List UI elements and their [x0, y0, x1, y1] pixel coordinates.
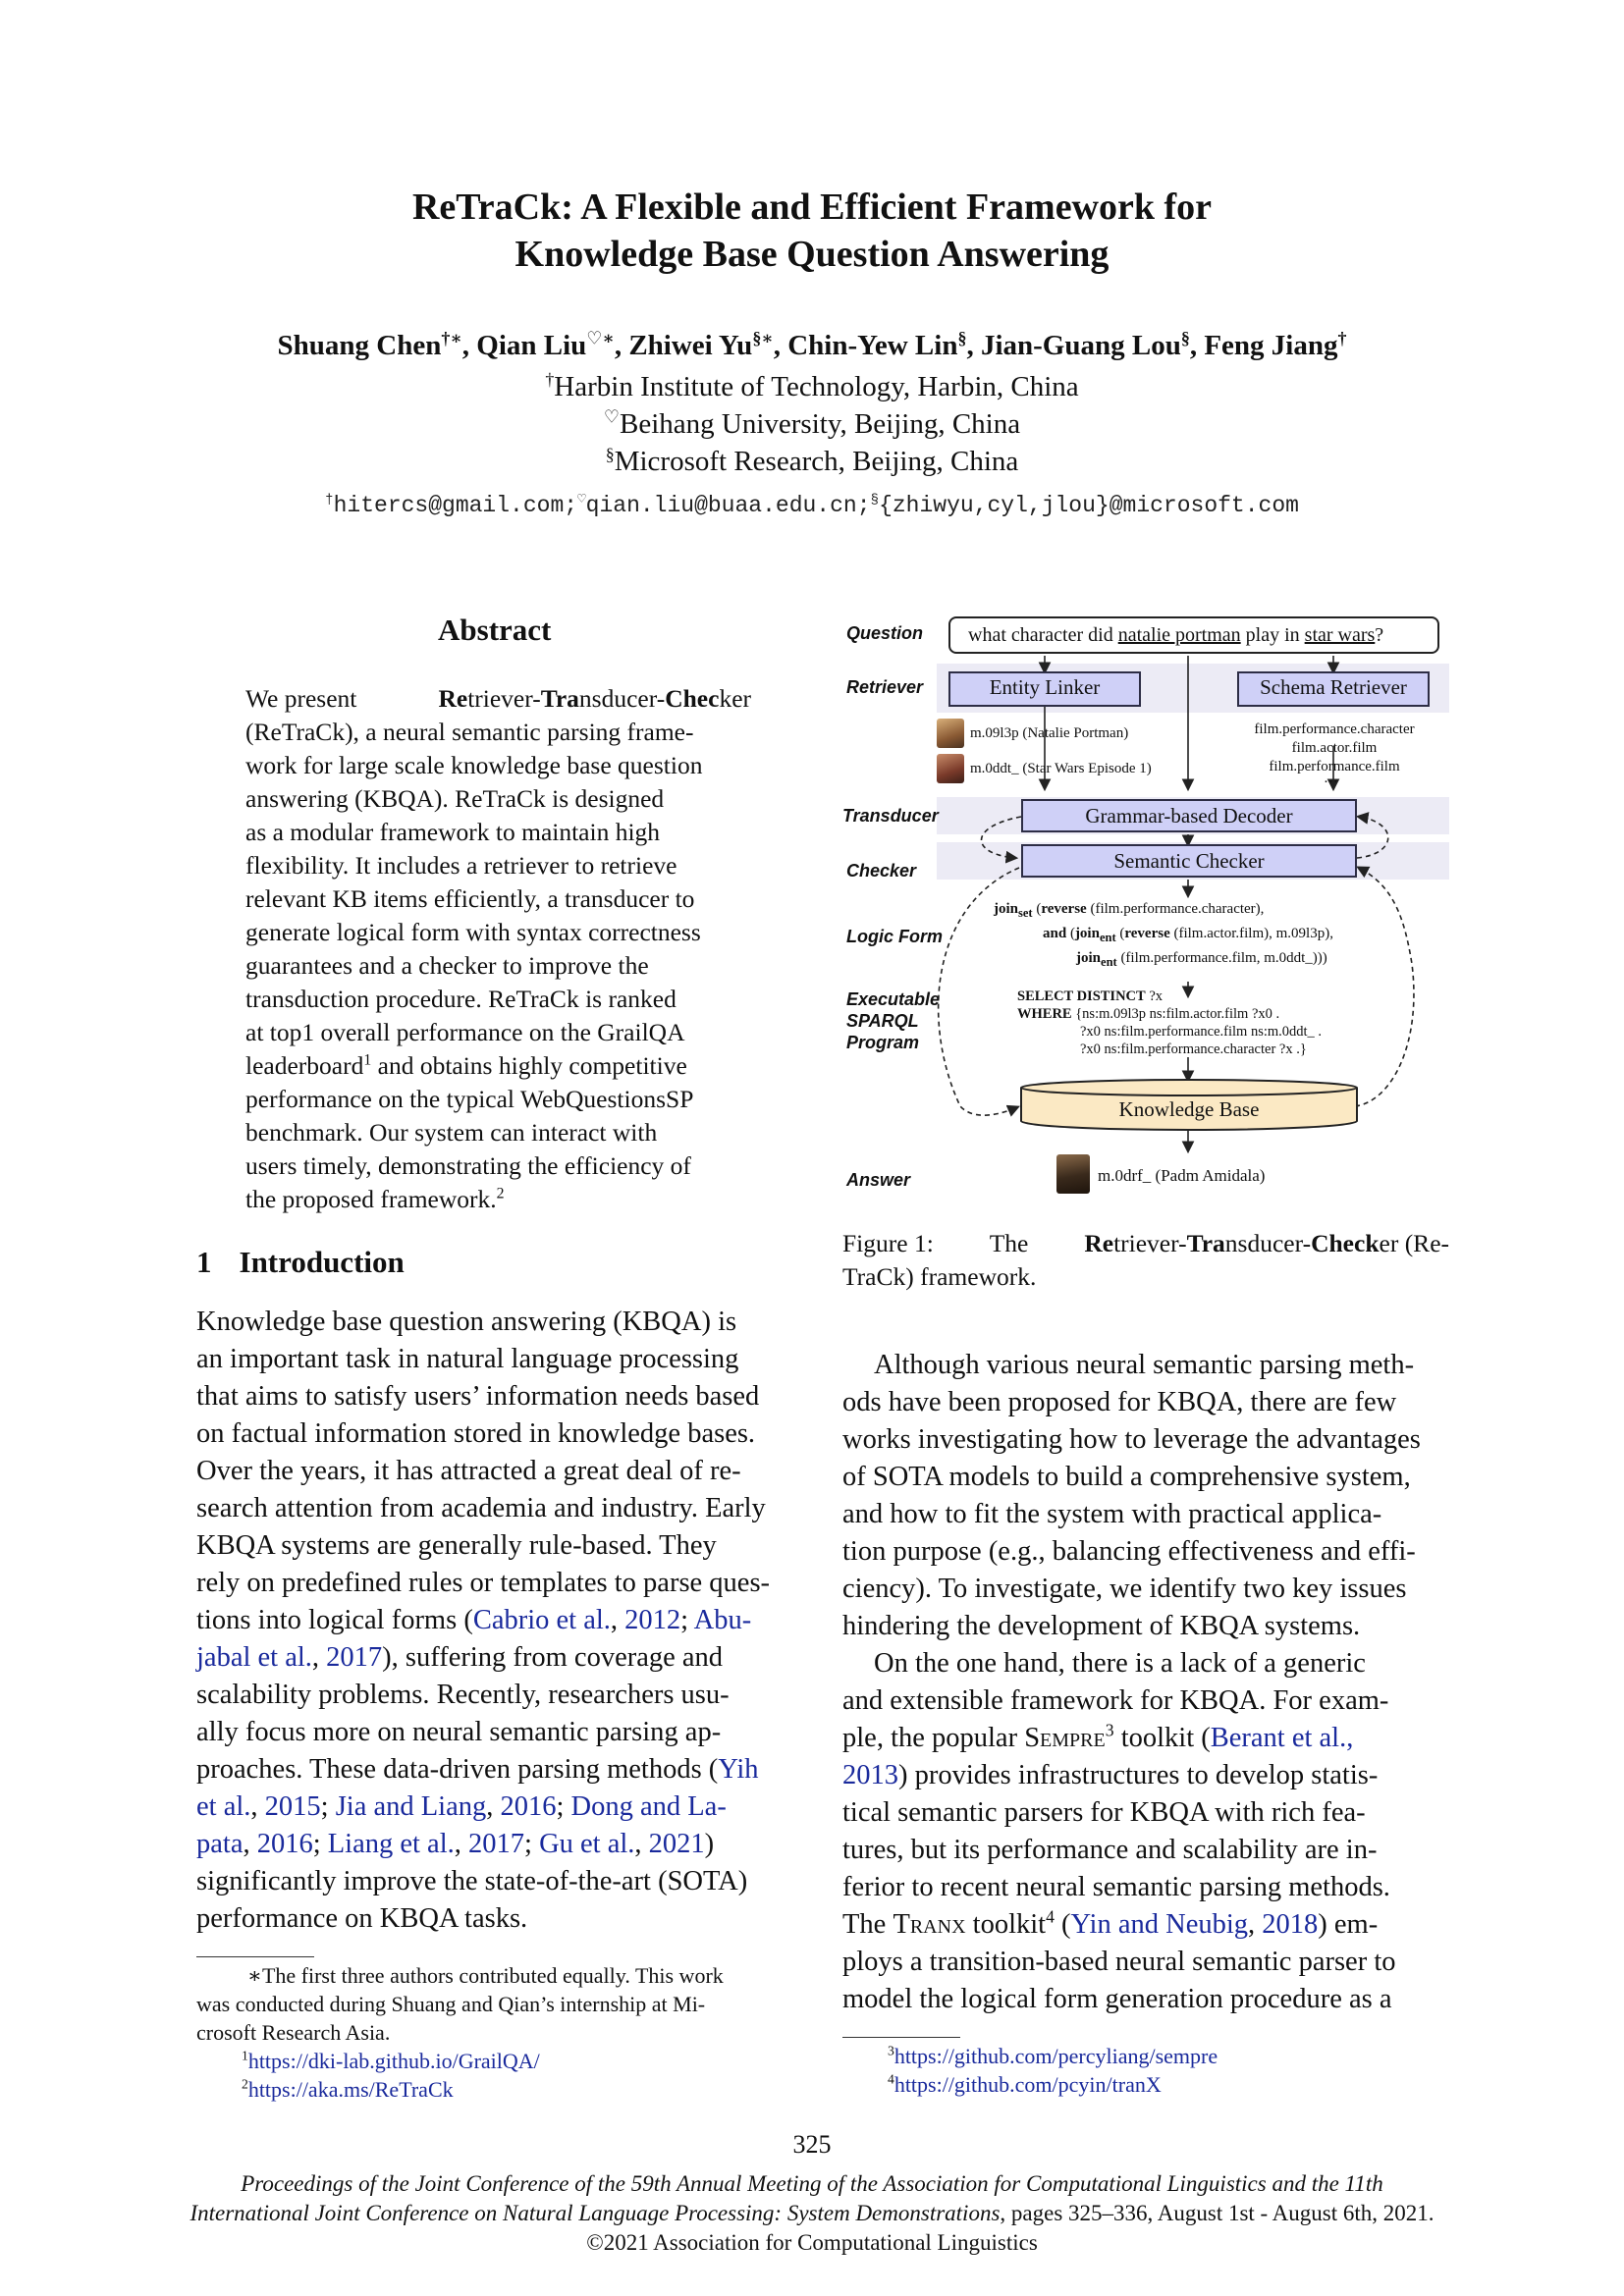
- footnote-mark[interactable]: 4: [1046, 1906, 1055, 1927]
- affiliation-mark: §: [605, 444, 615, 464]
- citation-link[interactable]: Dong and La-: [570, 1791, 727, 1822]
- figure-label-logic-form: Logic Form: [846, 927, 943, 946]
- text-line: of SOTA models to build a comprehensive system,: [842, 1462, 1411, 1492]
- section-number: 1: [196, 1245, 212, 1279]
- right-column-body: [842, 1347, 1449, 2018]
- citation-link[interactable]: et al.: [196, 1791, 251, 1822]
- footnote-text: was conducted during Shuang and Qian’s internship at Mi-: [196, 1992, 706, 2016]
- abstract-line: (ReTraCk), a neural semantic parsing frame-: [245, 718, 694, 746]
- text: ) em-: [1318, 1909, 1379, 1940]
- abstract-line: benchmark. Our system can interact with: [245, 1118, 658, 1147]
- email-address[interactable]: hitercs@gmail.com;: [333, 493, 578, 518]
- affiliation: [0, 443, 1624, 480]
- grammar-decoder-box: Grammar-based Decoder: [1021, 799, 1357, 832]
- schema-item: film.performance.film: [1269, 759, 1400, 774]
- author-name: Chin-Yew Lin: [787, 330, 958, 361]
- email-mark: †: [325, 492, 334, 508]
- author-mark: §: [1180, 328, 1190, 348]
- sparql-keyword: SELECT DISTINCT: [1017, 988, 1146, 1004]
- name-part: Tra: [540, 684, 579, 713]
- text-line: Knowledge base question answering (KBQA) is: [196, 1307, 737, 1337]
- abstract-text: the proposed framework.: [245, 1185, 497, 1213]
- affiliation-name: Microsoft Research, Beijing, China: [614, 446, 1019, 477]
- author-mark: ♡∗: [586, 328, 615, 348]
- citation-link[interactable]: 2018: [1262, 1909, 1319, 1940]
- abstract-heading: Abstract: [438, 613, 552, 647]
- abstract-line: transduction procedure. ReTraCk is ranked: [245, 985, 677, 1013]
- knowledge-base-label: Knowledge Base: [1118, 1097, 1260, 1121]
- abstract-line: performance on the typical WebQuestionsSP: [245, 1085, 694, 1113]
- name-part: nsducer-: [1224, 1229, 1312, 1257]
- text: toolkit: [965, 1909, 1047, 1940]
- text: proaches. These data-driven parsing methods (: [196, 1754, 719, 1785]
- name-part: Re: [1084, 1229, 1114, 1257]
- footnote-item: [842, 2070, 1449, 2099]
- name-part: er: [1379, 1229, 1399, 1257]
- footnote-text: ∗The first three authors contributed equally. This work: [247, 1963, 724, 1988]
- footnote-item: [842, 2042, 1449, 2070]
- logic-subscript: ent: [1099, 931, 1116, 944]
- name-part: triever-: [1113, 1229, 1187, 1257]
- citation-link[interactable]: 2016: [256, 1829, 313, 1859]
- footnote-mark[interactable]: 3: [1105, 1720, 1114, 1740]
- citation-link[interactable]: Abu-: [693, 1605, 752, 1635]
- schema-retriever-box: Schema Retriever: [1237, 671, 1430, 707]
- text-line: tical semantic parsers for KBQA with rich fea-: [842, 1797, 1366, 1828]
- footnote-link[interactable]: https://dki-lab.github.io/GrailQA/: [247, 2049, 540, 2073]
- footnote-mark: 3: [888, 2043, 894, 2058]
- framework-name: [438, 682, 751, 716]
- footer-line: ©2021 Association for Computational Linguistics: [586, 2230, 1038, 2255]
- affiliation-name: Harbin Institute of Technology, Harbin, China: [554, 371, 1079, 402]
- logic-line: and (join$_{ent}$ (reverse (film.actor.film), m.09l3p),: [1043, 926, 1333, 944]
- text: tions: [196, 1605, 251, 1635]
- abstract-line: answering (KBQA). ReTraCk is designed: [245, 784, 665, 813]
- name-part: Tra: [1186, 1229, 1225, 1257]
- caption-text: Figure 1:: [842, 1229, 934, 1257]
- paper-title-line2: Knowledge Base Question Answering: [514, 234, 1110, 275]
- text-line: et al., 2015; Jia and Liang, 2016; Dong and La-: [196, 1791, 727, 1822]
- sparql-program: [1017, 988, 1430, 1058]
- footnote-link[interactable]: https://aka.ms/ReTraCk: [247, 2077, 454, 2102]
- text-line: [842, 1720, 1449, 1757]
- figure-label-line: Executable: [846, 989, 941, 1009]
- name-part: k: [719, 684, 732, 713]
- question-text: what character did: [968, 624, 1118, 646]
- author-name: Feng Jiang: [1204, 330, 1338, 361]
- citation-link[interactable]: 2013: [842, 1760, 898, 1790]
- abstract-line: at top1 overall performance on the GrailQA: [245, 1018, 685, 1046]
- schema-items: [1233, 721, 1435, 776]
- figure-label-sparql: [846, 988, 940, 1053]
- sparql-line: ?x0 ns:film.performance.film ns:m.0ddt_ .: [1080, 1024, 1323, 1040]
- text-line: and extensible framework for KBQA. For exam-: [842, 1685, 1389, 1716]
- logic-keyword: reverse: [1124, 926, 1170, 941]
- question-text: play in: [1240, 624, 1305, 646]
- footer-venue: International Joint Conference on Natural Language Processing: System Demonstrations: [189, 2201, 1001, 2225]
- name-part: nsducer-: [578, 684, 666, 713]
- figure-caption: [842, 1227, 1449, 1294]
- author-mark: †: [1337, 328, 1347, 348]
- email-address[interactable]: {zhiwyu,cyl,jlou}@microsoft.com: [879, 493, 1299, 518]
- citation-link[interactable]: 2017: [326, 1642, 383, 1673]
- schema-item: film.performance.character: [1254, 721, 1415, 737]
- logic-keyword: join: [994, 901, 1019, 917]
- entity-1: m.09l3p (Natalie Portman): [970, 725, 1129, 741]
- question-text: ?: [1375, 624, 1384, 646]
- citation-link[interactable]: 2021: [648, 1829, 705, 1859]
- sparql-text: ?x: [1145, 988, 1164, 1004]
- abstract-line: generate logical form with syntax correctness: [245, 918, 701, 946]
- text: ), suffering from coverage and: [382, 1642, 724, 1673]
- logic-keyword: and: [1043, 926, 1067, 941]
- text-line: On the one hand, there is a lack of a generic: [874, 1648, 1366, 1679]
- abstract-line: [245, 682, 751, 716]
- citation-link[interactable]: 2015: [264, 1791, 321, 1822]
- abstract-line: users timely, demonstrating the efficiency of: [245, 1151, 691, 1180]
- text-line: tions into logical forms (Cabrio et al., 2012; Abu-: [196, 1605, 752, 1635]
- text: ) provides infrastructures to develop statis-: [898, 1760, 1379, 1790]
- text-line: performance on KBQA tasks.: [196, 1903, 528, 1934]
- abstract-line: guarantees and a checker to improve the: [245, 951, 649, 980]
- footnote-mark[interactable]: 1: [363, 1051, 372, 1069]
- name-part: Chec: [665, 684, 720, 713]
- logic-line: join$_{set}$ (reverse (film.performance.character),: [994, 901, 1265, 920]
- star-wars-avatar: [937, 754, 964, 783]
- name-part: (Re-: [1398, 1229, 1449, 1257]
- caption-line: TraCk) framework.: [842, 1262, 1037, 1291]
- sparql-line: [1017, 988, 1430, 1005]
- name-part: Re: [438, 684, 468, 713]
- footnote-text: crosoft Research Asia.: [196, 2020, 391, 2045]
- affiliation-mark: ♡: [603, 406, 620, 427]
- footer-line: Proceedings of the Joint Conference of the 59th Annual Meeting of the Association for Computational Linguistics and the 11th: [241, 2171, 1383, 2196]
- email-address[interactable]: qian.liu@buaa.edu.cn;: [585, 493, 871, 518]
- affiliation-mark: †: [545, 369, 555, 390]
- section-title: Introduction: [239, 1245, 405, 1279]
- abstract-line: relevant KB items efficiently, a transducer to: [245, 884, 695, 913]
- caption-text: The: [989, 1229, 1029, 1257]
- answer-avatar: [1056, 1154, 1090, 1194]
- text-line: ciency). To investigate, we identify two key issues: [842, 1574, 1407, 1604]
- figure-label-transducer: Transducer: [842, 806, 939, 826]
- name-part: Chec: [1311, 1229, 1366, 1257]
- tool-name: Sempre: [1024, 1723, 1106, 1753]
- text-line: tion purpose (e.g., balancing effectiveness and effi-: [842, 1536, 1416, 1567]
- figure-label-retriever: Retriever: [846, 677, 924, 697]
- text: into logical forms (: [257, 1605, 473, 1635]
- author-name: Qian Liu: [476, 330, 587, 361]
- page-number: 325: [792, 2130, 832, 2159]
- abstract-line: flexibility. It includes a retriever to retrieve: [245, 851, 677, 880]
- logic-keyword: reverse: [1041, 901, 1087, 917]
- figure-label-answer: Answer: [846, 1170, 911, 1190]
- logic-text: (film.actor.film), m.09l3p),: [1169, 926, 1333, 941]
- figure-label-checker: Checker: [846, 861, 917, 881]
- logic-text: (film.performance.film, m.0ddt_))): [1116, 950, 1327, 966]
- author-mark: §: [957, 328, 967, 348]
- logic-form: [994, 899, 1406, 973]
- name-part: k: [1365, 1229, 1380, 1257]
- footnote-rule: [842, 2037, 960, 2038]
- author-mark: §∗: [752, 328, 774, 348]
- text-line: works investigating how to leverage the advantages: [842, 1424, 1421, 1455]
- name-part: triever-: [467, 684, 541, 713]
- citation-link[interactable]: Liang et al.: [327, 1829, 455, 1859]
- intro-body: [196, 1304, 800, 1938]
- author-list: Shuang Chen†∗, Qian Liu♡∗, Zhiwei Yu§∗, Chin-Yew Lin§, Jian-Guang Lou§, Feng Jiang†: [277, 328, 1347, 361]
- text-line: on factual information stored in knowledge bases.: [196, 1418, 756, 1449]
- author-name: Jian-Guang Lou: [980, 330, 1181, 361]
- abstract-line: work for large scale knowledge base question: [245, 751, 703, 779]
- author-name: Zhiwei Yu: [628, 330, 753, 361]
- semantic-checker-box: Semantic Checker: [1021, 844, 1357, 878]
- question-entity: star wars: [1304, 624, 1376, 646]
- figure-1: [842, 611, 1449, 1209]
- text-line: jabal et al., 2017), suffering from coverage and: [196, 1642, 724, 1673]
- natalie-portman-avatar: [937, 719, 964, 748]
- figure-label-question: Question: [846, 623, 924, 643]
- footnote-mark: 4: [888, 2071, 894, 2087]
- affiliation: [0, 405, 1624, 443]
- text-line: [196, 1751, 800, 1789]
- text-line: Although various neural semantic parsing meth-: [874, 1350, 1415, 1380]
- affiliation-name: Beihang University, Beijing, China: [620, 408, 1021, 440]
- text-line: tures, but its performance and scalability are in-: [842, 1835, 1378, 1865]
- logic-subscript: set: [1018, 906, 1033, 920]
- footnote-item: [196, 2047, 800, 2075]
- footnote-item: [196, 2075, 800, 2104]
- text-line: model the logical form generation procedure as a: [842, 1984, 1392, 2014]
- citation-link[interactable]: Yin and Neubig: [1070, 1909, 1249, 1940]
- text-line: and how to fit the system with practical applica-: [842, 1499, 1382, 1529]
- text-line: significantly improve the state-of-the-art (SOTA): [196, 1866, 748, 1896]
- citation-link[interactable]: 2012: [624, 1605, 681, 1635]
- abstract-line: [245, 1049, 751, 1083]
- schema-item: film.actor.film: [1291, 740, 1378, 756]
- citation-link[interactable]: pata: [196, 1829, 244, 1859]
- footnote-link[interactable]: https://github.com/percyliang/sempre: [893, 2044, 1218, 2068]
- entity-linker-box: Entity Linker: [948, 671, 1141, 707]
- name-part: er: [731, 684, 751, 713]
- footer-text: , pages 325–336, August 1st - August 6th, 2021.: [1000, 2201, 1435, 2225]
- abstract-text: and obtains highly competitive: [371, 1051, 687, 1080]
- author-mark: †∗: [441, 328, 462, 348]
- abstract-line: [245, 1183, 751, 1216]
- email-mark: §: [870, 492, 880, 508]
- citation-link[interactable]: 2017: [468, 1829, 525, 1859]
- citation-link[interactable]: Cabrio et al.: [472, 1605, 611, 1635]
- text-line: that aims to satisfy users’ information needs based: [196, 1381, 760, 1412]
- paper-title-line1: ReTraCk: A Flexible and Efficient Framework for: [411, 187, 1213, 228]
- abstract-text: leaderboard: [245, 1051, 364, 1080]
- footnote-mark: 2: [242, 2076, 248, 2092]
- footnotes-left: [196, 1961, 800, 2104]
- text-line: scalability problems. Recently, researchers usu-: [196, 1680, 730, 1710]
- text-line: rely on predefined rules or templates to parse ques-: [196, 1568, 771, 1598]
- question-entity: natalie portman: [1117, 624, 1241, 646]
- text-line: ods have been proposed for KBQA, there are few: [842, 1387, 1397, 1417]
- text-line: an important task in natural language processing: [196, 1344, 739, 1374]
- proceedings-footer: [0, 2169, 1624, 2258]
- answer-entity: m.0drf_ (Padm Amidala): [1098, 1166, 1266, 1185]
- text-line: [842, 1757, 1449, 1794]
- citation-link[interactable]: Gu et al.: [539, 1829, 635, 1859]
- footnotes-right: [842, 2042, 1449, 2099]
- schema-ellipsis: …: [1324, 771, 1338, 786]
- caption-framework: [1084, 1227, 1449, 1260]
- sparql-line: [1017, 1005, 1430, 1023]
- sparql-keyword: WHERE: [1017, 1006, 1072, 1022]
- question-box: [948, 616, 1439, 654]
- text: The: [842, 1909, 893, 1940]
- text-line: ferior to recent neural semantic parsing methods.: [842, 1872, 1390, 1902]
- abstract-body: [245, 682, 751, 1216]
- logic-line: [994, 948, 1406, 973]
- author-emails: [0, 493, 1624, 518]
- entity-2: m.0ddt_ (Star Wars Episode 1): [970, 761, 1152, 776]
- citation-link[interactable]: Berant et al.,: [1210, 1723, 1354, 1753]
- citation-link[interactable]: Jia and Liang: [335, 1791, 487, 1822]
- logic-subscript: ent: [1101, 955, 1117, 969]
- section-heading: [196, 1245, 405, 1280]
- tool-name: Tranx: [893, 1909, 966, 1940]
- sparql-text: {ns:m.09l3p ns:film.actor.film ?x0 .: [1071, 1006, 1280, 1022]
- abstract-text: We present: [245, 684, 357, 713]
- footnote-rule: [196, 1956, 314, 1957]
- footnote-link[interactable]: https://github.com/pcyin/tranX: [893, 2072, 1162, 2097]
- abstract-line: as a modular framework to maintain high: [245, 818, 661, 846]
- citation-link[interactable]: jabal et al.: [196, 1642, 312, 1673]
- author-name: Shuang Chen: [277, 330, 442, 361]
- text-line: ally focus more on neural semantic parsing ap-: [196, 1717, 722, 1747]
- citation-link[interactable]: 2016: [500, 1791, 557, 1822]
- text-line: hindering the development of KBQA systems.: [842, 1611, 1361, 1641]
- email-mark: ♡: [577, 492, 586, 508]
- sparql-line: ?x0 ns:film.performance.character ?x .}: [1080, 1041, 1307, 1057]
- text-line: Over the years, it has attracted a great deal of re-: [196, 1456, 741, 1486]
- logic-keyword: join: [1074, 926, 1100, 941]
- footnote-mark[interactable]: 2: [496, 1185, 505, 1202]
- footnote-mark: 1: [242, 2048, 248, 2063]
- caption-line: [842, 1227, 1449, 1260]
- logic-keyword: join: [1076, 950, 1102, 966]
- text-line: pata, 2016; Liang et al., 2017; Gu et al., 2021): [196, 1829, 715, 1859]
- text-line: The Tranx toolkit$^4$ (Yin and Neubig, 2018) em-: [842, 1906, 1379, 1940]
- text: ple, the popular: [842, 1723, 1025, 1753]
- citation-link[interactable]: Yih: [718, 1754, 759, 1785]
- figure-label-line: SPARQL: [846, 1011, 919, 1031]
- text: toolkit (: [1113, 1723, 1211, 1753]
- text-line: search attention from academia and industry. Early: [196, 1493, 766, 1523]
- footer-line: [0, 2199, 1624, 2228]
- affiliation: [0, 368, 1624, 405]
- text-line: KBQA systems are generally rule-based. They: [196, 1530, 717, 1561]
- figure-label-line: Program: [846, 1033, 920, 1052]
- logic-text: (film.performance.character),: [1086, 901, 1265, 917]
- text-line: ploys a transition-based neural semantic parser to: [842, 1947, 1396, 1977]
